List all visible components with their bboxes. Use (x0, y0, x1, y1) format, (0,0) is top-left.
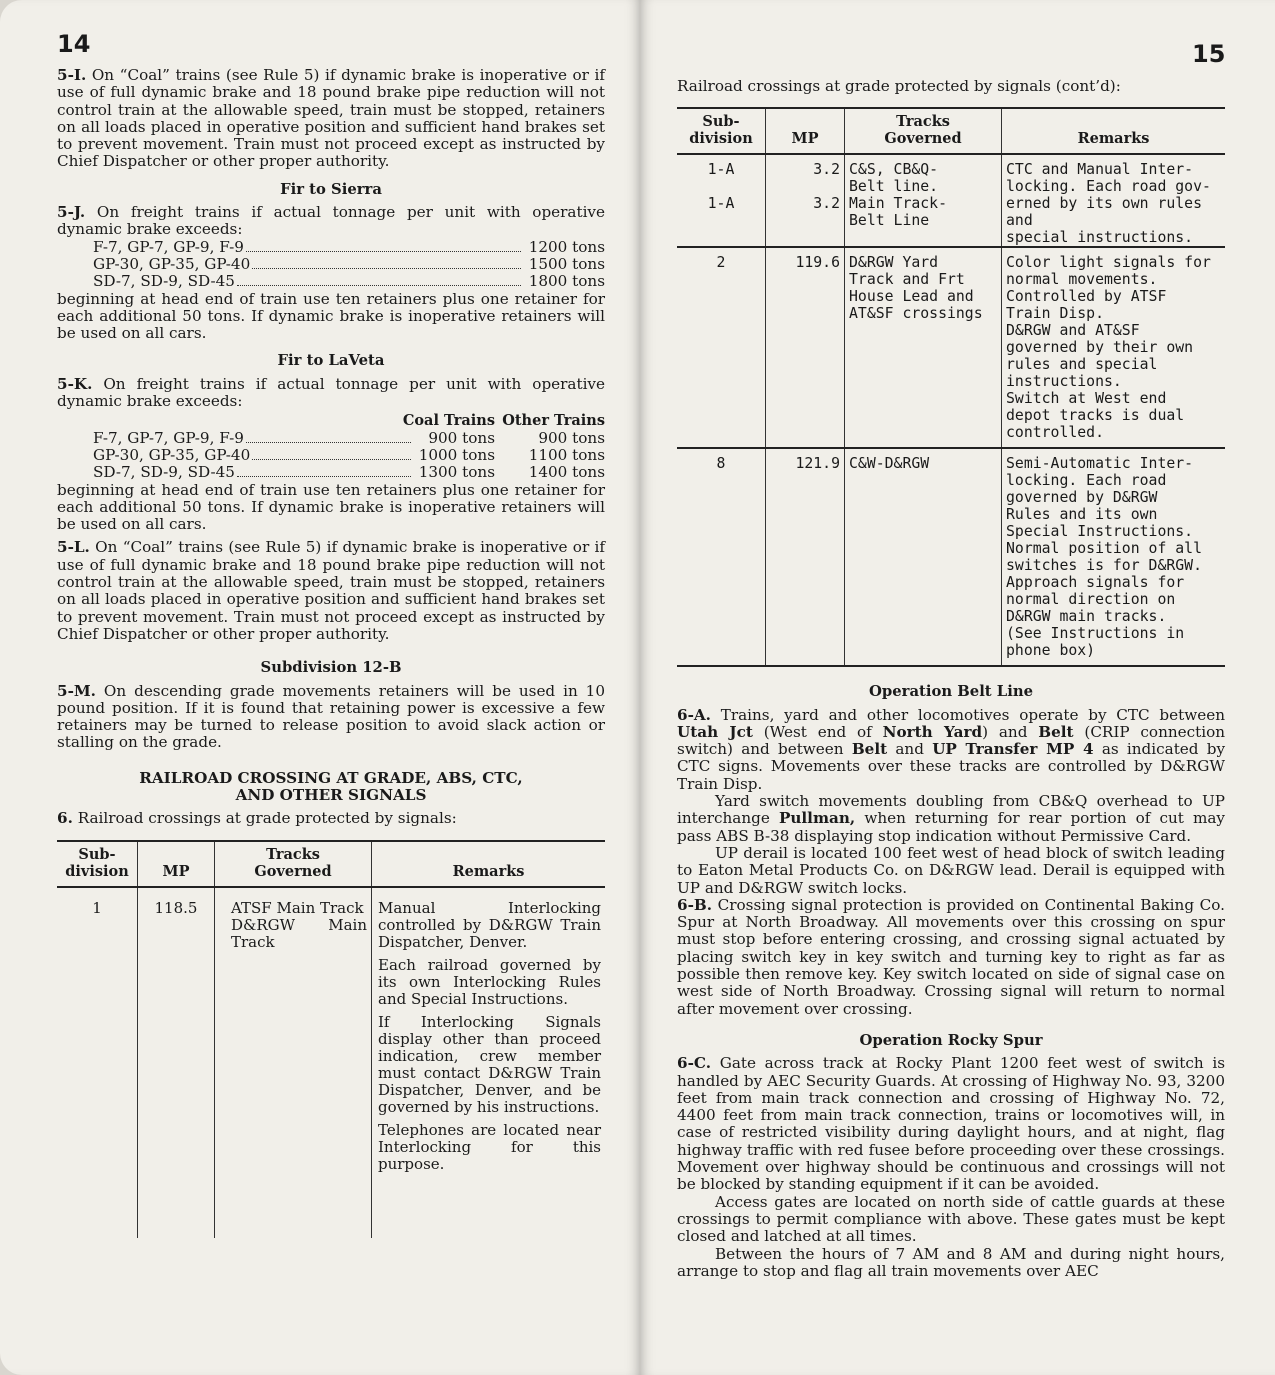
col-remarks: Remarks (372, 841, 606, 887)
place-utah-jct: Utah Jct (677, 722, 753, 741)
rule-label: 6-A. (677, 705, 711, 724)
rule-5k-after: beginning at head end of train use ten retainers plus one retainer for each additional 50 tons. If dynamic brake is inoperative retainers will be used on all cars. (57, 480, 605, 534)
rule-5k (57, 376, 605, 411)
heading-operation-rocky-spur: Operation Rocky Spur (859, 1031, 1043, 1049)
cell-tracks: C&S, CB&Q- Belt line. Main Track- Belt Line (845, 154, 1002, 247)
rule-label: 5-K. (57, 374, 93, 393)
cell-subdivision: 2 (716, 254, 726, 272)
rule-text: (West end of (763, 722, 872, 741)
cell-mp: 118.5 (138, 887, 215, 1238)
rule-6c (677, 1055, 1225, 1193)
rule-5j-after: beginning at head end of train use ten retainers plus one retainer for each additional 50 tons. If dynamic brake is inoperative retainers will be used on all cars. (57, 289, 605, 343)
rule-5j (57, 204, 605, 239)
rule-text: (CRIP connection switch) and between (677, 722, 1226, 759)
place-belt: Belt (1038, 722, 1074, 741)
cell-remarks: Semi-Automatic Inter- locking. Each road governed by D&RGW Rules and its own Special Instructions. Normal position of all switches is for D&RGW. Approach signals for normal direction on D&RGW main tracks. (See Instructions in phone box) (1002, 448, 1226, 666)
cell-tracks: D&RGW Yard Track and Frt House Lead and AT&SF crossings (845, 247, 1002, 448)
heading-operation-belt-line: Operation Belt Line (869, 683, 1033, 701)
col-remarks: Remarks (1002, 108, 1226, 154)
rule-6a-derail: UP derail is located 100 feet west of head block of switch leading to Eaton Metal Products Co. on D&RGW lead. Derail is equipped with UP and D&RGW switch locks. (677, 843, 1225, 897)
right-page-content (677, 78, 1225, 1280)
rule-5i (57, 67, 605, 171)
remark: Each railroad governed by its own Interlocking Rules and Special Instructions. (378, 955, 601, 1008)
cell-mp: 121.9 (766, 448, 845, 666)
rule-text: ) and (982, 722, 1028, 741)
rule-5l (57, 539, 605, 643)
rule-6 (57, 810, 605, 827)
section-title-line1: RAILROAD CROSSING AT GRADE, ABS, CTC, (139, 768, 523, 787)
rule-6b (677, 897, 1225, 1018)
rule-6a-yard (677, 793, 1225, 845)
rule-text: Trains, yard and other locomotives operate by CTC between (720, 705, 1225, 724)
tonnage-row (93, 273, 605, 290)
heading-subdivision-12b: Subdivision 12-B (260, 659, 402, 677)
unit-types: F-7, GP-7, GP-9, F-9 (93, 237, 244, 256)
col-other-trains: Other Trains (502, 412, 605, 430)
rule-text: and (895, 740, 924, 759)
cell-subdivision: 1 (92, 898, 102, 917)
tonnage: 1800 tons (528, 272, 605, 291)
other-tonnage: 1100 tons (528, 445, 605, 464)
col-mp: MP (138, 841, 215, 887)
left-page-content (57, 67, 605, 1238)
rule-label: 6-C. (677, 1054, 711, 1073)
remark: Telephones are located near Interlocking for this purpose. (378, 1120, 601, 1173)
rule-text: as indicated by CTC signs. Movements over these tracks are controlled by D&RGW Train Disp. (677, 740, 1226, 793)
rule-label: 5-I. (57, 66, 87, 84)
tonnage-row (93, 447, 605, 464)
rule-label: 6. (57, 809, 73, 828)
table-row (677, 154, 1225, 247)
place-up-transfer: UP Transfer MP 4 (932, 740, 1094, 759)
rule-label: 6-B. (677, 895, 712, 914)
continued-heading: Railroad crossings at grade protected by signals (cont’d): (677, 77, 1121, 95)
col-coal-trains: Coal Trains (402, 412, 495, 430)
unit-types: GP-30, GP-35, GP-40 (93, 254, 251, 273)
remark: Manual Interlocking controlled by D&RGW Train Dispatcher, Denver. (378, 898, 601, 951)
page-number: 14 (57, 30, 91, 58)
rule-label: 5-J. (57, 203, 86, 222)
track-atsf: ATSF Main Track (231, 898, 364, 917)
tonnage: 1500 tons (528, 254, 605, 273)
rule-text: Railroad crossings at grade protected by signals: (77, 809, 457, 828)
rule-label: 5-L. (57, 538, 90, 557)
col-tracks-governed: Tracks Governed (215, 841, 372, 887)
col-mp: MP (766, 108, 845, 154)
tonnage-row (93, 464, 605, 481)
unit-types: SD-7, SD-9, SD-45 (93, 272, 235, 291)
rule-text: Gate across track at Rocky Plant 1200 feet west of switch is handled by AEC Security Guards. At crossing of Highway No. 93, 3200 feet from main track connection and crossing of Highway No. 72, 4400 feet from main track connection, trains or locomotives will, in case of restricted visibility during daylight hours, and at night, flag highway traffic with red fusee before proceeding over these crossings. Movement over highway should be continuous and crossings will not be blocked by standing equipment if it can be avoided. (677, 1054, 1226, 1194)
col-subdivision: Sub- division (65, 845, 129, 880)
rule-text: Crossing signal protection is provided on Continental Baking Co. Spur at North Broadway. All movements over this crossing on spur must stop before entering crossing, and crossing signal actuated by placing switch key in key switch and turning key to right as far as possible then remove key. Key switch located on side of signal case on west side of North Broadway. Crossing signal will return to normal after movement over crossing. (677, 895, 1225, 1018)
place-belt: Belt (851, 740, 888, 759)
table-row (677, 247, 1225, 448)
table-row (57, 887, 605, 1238)
coal-tonnage: 900 tons (428, 428, 495, 447)
cell-remarks: CTC and Manual Inter- locking. Each road gov- erned by its own rules and special instructions. (1002, 154, 1226, 247)
cell-subdivision: 1-A 1-A (707, 161, 735, 213)
other-tonnage: 900 tons (538, 428, 605, 447)
remark: If Interlocking Signals display other than proceed indication, crew member must contact D&RGW Train Dispatcher, Denver, and be governed by his instructions. (378, 1012, 601, 1116)
rule-text: Yard switch movements doubling from CB&Q overhead to UP interchange (677, 792, 1225, 828)
rule-6c-gates: Access gates are located on north side of cattle guards at these crossings to permit compliance with above. These gates must be kept closed and latched at all times. (677, 1192, 1225, 1246)
coal-tonnage: 1000 tons (418, 445, 495, 464)
coal-tonnage: 1300 tons (418, 463, 495, 482)
track-drgw: D&RGW Main Track (231, 915, 367, 951)
cell-mp: 119.6 (766, 247, 845, 448)
crossings-table (57, 840, 605, 1238)
heading-fir-to-sierra: Fir to Sierra (280, 180, 382, 198)
laveta-column-headers (57, 412, 605, 429)
table-row (677, 448, 1225, 666)
rule-6a (677, 707, 1225, 793)
rule-label: 5-M. (57, 681, 96, 700)
rule-text: On “Coal” trains (see Rule 5) if dynamic brake is inoperative or if use of full dynamic brake and 18 pound brake pipe reduction will not control train at the allowable speed, train must be stopped, retainers on all loads placed in operative position and sufficient hand brakes set to prevent movement. Train must not proceed except as instructed by Chief Dispatcher or other proper authority. (57, 66, 606, 171)
rule-5m (57, 683, 605, 752)
unit-types: GP-30, GP-35, GP-40 (93, 445, 251, 464)
cell-remarks (372, 887, 606, 1238)
cell-subdivision: 8 (716, 455, 726, 473)
col-tracks-governed: Tracks Governed (845, 108, 1002, 154)
rule-text: On “Coal” trains (see Rule 5) if dynamic brake is inoperative or if use of full dynamic brake and 18 pound brake pipe reduction will not control train at the allowable speed, train must be stopped, retainers on all loads placed in operative position and sufficient hand brakes set to prevent movement. Train must not proceed except as instructed by Chief Dispatcher or other proper authority. (57, 538, 605, 643)
cell-remarks: Color light signals for normal movements. Controlled by ATSF Train Disp. D&RGW and AT&SF governed by their own rules and special instructions. Switch at West end depot tracks is dual controlled. (1002, 247, 1226, 448)
cell-tracks (215, 887, 372, 1238)
rule-text: On freight trains if actual tonnage per unit with operative dynamic brake exceeds: (57, 374, 606, 411)
page-number: 15 (1192, 40, 1226, 68)
tonnage-row (93, 239, 605, 256)
cell-mp: 3.2 3.2 (766, 154, 845, 247)
place-north-yard: North Yard (882, 722, 983, 741)
place-pullman: Pullman, (778, 809, 856, 828)
rule-6c-hours: Between the hours of 7 AM and 8 AM and during night hours, arrange to stop and flag all train movements over AEC (677, 1244, 1225, 1280)
unit-types: SD-7, SD-9, SD-45 (93, 463, 235, 482)
table-header-row (677, 108, 1225, 154)
heading-fir-to-laveta: Fir to LaVeta (277, 352, 385, 370)
rule-text: On freight trains if actual tonnage per unit with operative dynamic brake exceeds: (57, 203, 606, 239)
section-title-line2: AND OTHER SIGNALS (235, 785, 427, 804)
col-subdivision: Sub- division (689, 113, 753, 148)
other-tonnage: 1400 tons (528, 463, 605, 482)
cell-tracks: C&W-D&RGW (845, 448, 1002, 666)
tonnage-row (93, 256, 605, 273)
tonnage: 1200 tons (528, 237, 605, 256)
unit-types: F-7, GP-7, GP-9, F-9 (93, 428, 244, 447)
table-header-row (57, 841, 605, 887)
rule-text: when returning for rear portion of cut may pass ABS B-38 displaying stop indication without Permissive Card. (677, 809, 1226, 845)
rule-text: On descending grade movements retainers will be used in 10 pound position. If it is found that retaining power is excessive a few retainers may be turned to release position to avoid slack action or stalling on the grade. (57, 681, 605, 752)
tonnage-row (93, 430, 605, 447)
crossings-table-continued (677, 107, 1225, 667)
